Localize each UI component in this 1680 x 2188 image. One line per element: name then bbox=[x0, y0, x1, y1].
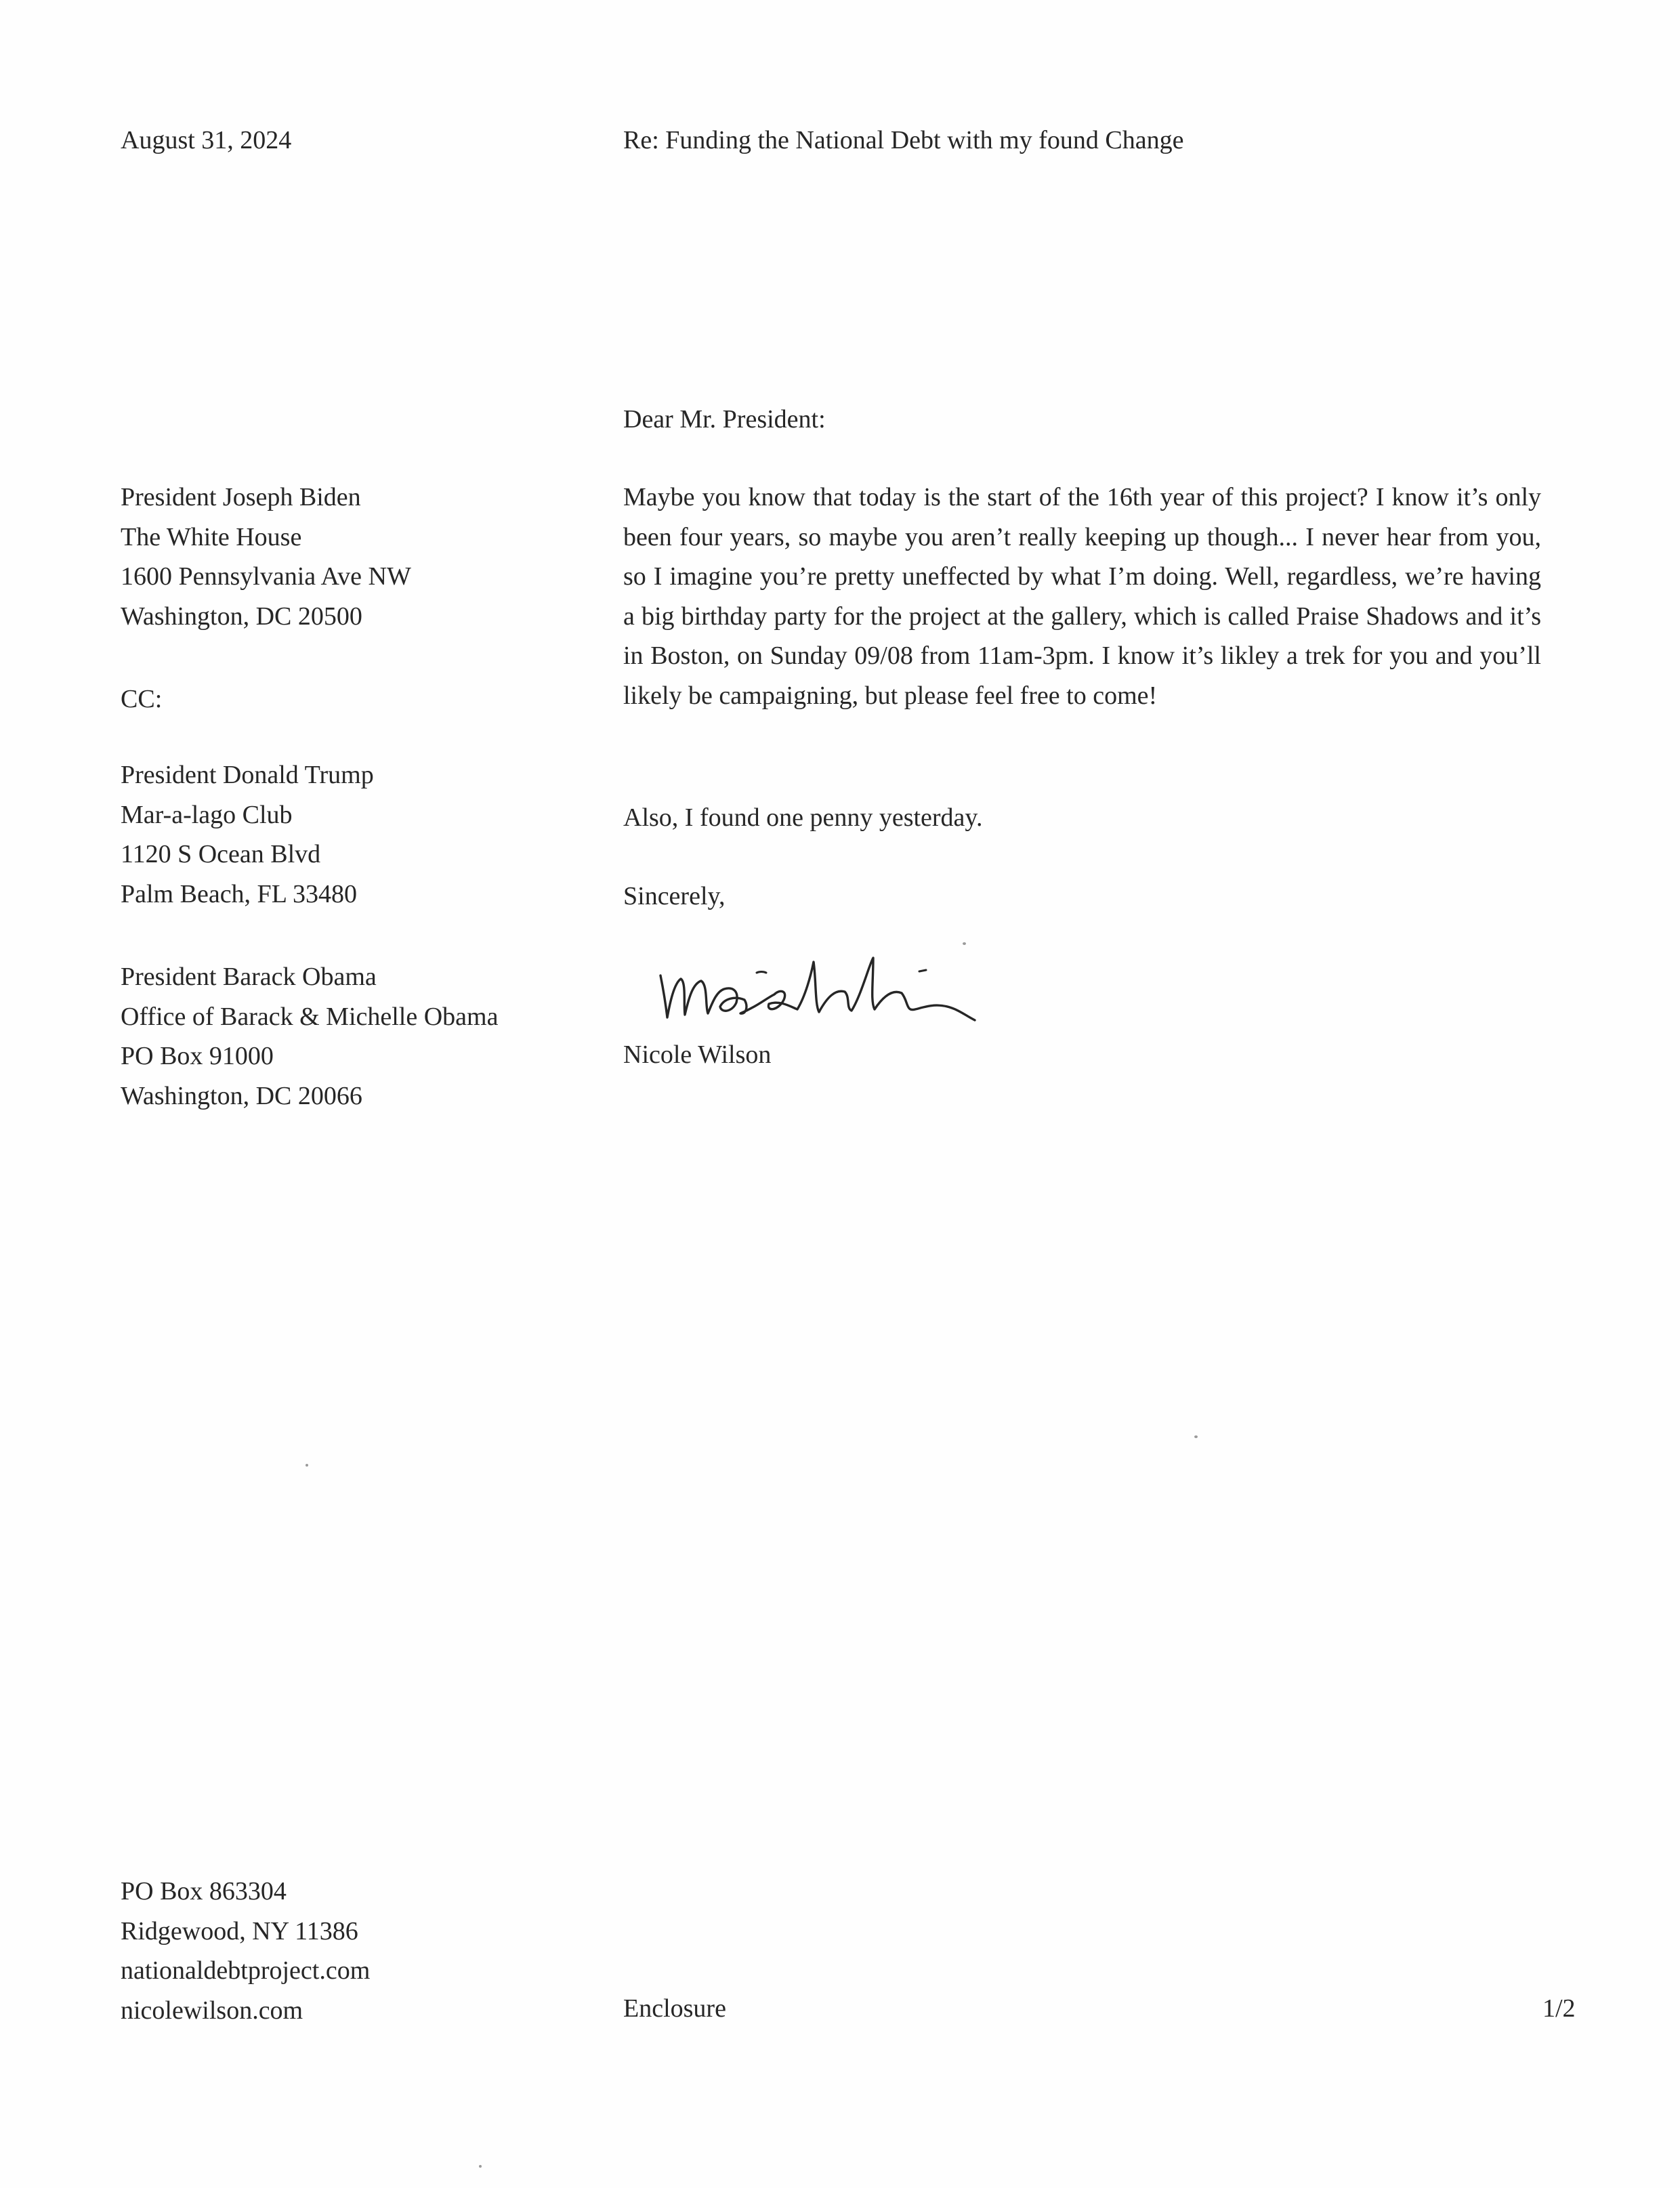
body-paragraph: Also, I found one penny yesterday. bbox=[623, 803, 983, 832]
scan-speck bbox=[963, 942, 966, 945]
enclosure-note: Enclosure bbox=[623, 1994, 726, 2023]
address-line: Washington, DC 20500 bbox=[121, 602, 362, 631]
website-link: nicolewilson.com bbox=[121, 1996, 303, 2025]
recipient-address bbox=[121, 478, 411, 636]
salutation: Dear Mr. President: bbox=[623, 405, 826, 434]
body-paragraph: Maybe you know that today is the start of the 16th year of this project? I know it’s only been four years, so maybe you aren’t really keeping up though... I never hear from you, so I imagine you’re pretty uneffected by what I’m doing. Well, regardless, we’re having a big birthday party for the project at the gallery, which is called Praise Shadows and it’s in Boston, on Sunday 09/08 from 11am-3pm. I know it’s likley a trek for you and you’ll likely be campaigning, but please feel free to come! bbox=[623, 483, 1541, 710]
signer-name: Nicole Wilson bbox=[623, 1040, 772, 1069]
address-line: Office of Barack & Michelle Obama bbox=[121, 1002, 499, 1031]
address-line: PO Box 91000 bbox=[121, 1042, 274, 1071]
address-line: The White House bbox=[121, 522, 302, 551]
address-line: 1120 S Ocean Blvd bbox=[121, 840, 321, 869]
page-number: 1/2 bbox=[1542, 1994, 1576, 2023]
address-line: 1600 Pennsylvania Ave NW bbox=[121, 562, 411, 591]
cc-address-obama bbox=[121, 957, 498, 1116]
address-line: PO Box 863304 bbox=[121, 1877, 287, 1906]
address-line: Ridgewood, NY 11386 bbox=[121, 1916, 358, 1945]
address-line: President Joseph Biden bbox=[121, 483, 361, 511]
website-link: nationaldebtproject.com bbox=[121, 1956, 371, 1985]
closing: Sincerely, bbox=[623, 882, 726, 910]
address-line: Mar-a-lago Club bbox=[121, 800, 293, 829]
letter-date: August 31, 2024 bbox=[121, 126, 292, 154]
scan-speck bbox=[1194, 1435, 1198, 1438]
scan-speck bbox=[306, 1464, 308, 1467]
handwritten-signature bbox=[654, 942, 992, 1030]
letter-subject: Re: Funding the National Debt with my found Change bbox=[623, 126, 1184, 154]
address-line: President Barack Obama bbox=[121, 963, 377, 991]
sender-address bbox=[121, 1872, 370, 2030]
scan-speck bbox=[479, 2165, 482, 2168]
address-line: President Donald Trump bbox=[121, 761, 374, 789]
address-line: Palm Beach, FL 33480 bbox=[121, 879, 357, 908]
cc-address-trump bbox=[121, 755, 374, 914]
address-line: Washington, DC 20066 bbox=[121, 1081, 362, 1110]
cc-label: CC: bbox=[121, 685, 163, 713]
